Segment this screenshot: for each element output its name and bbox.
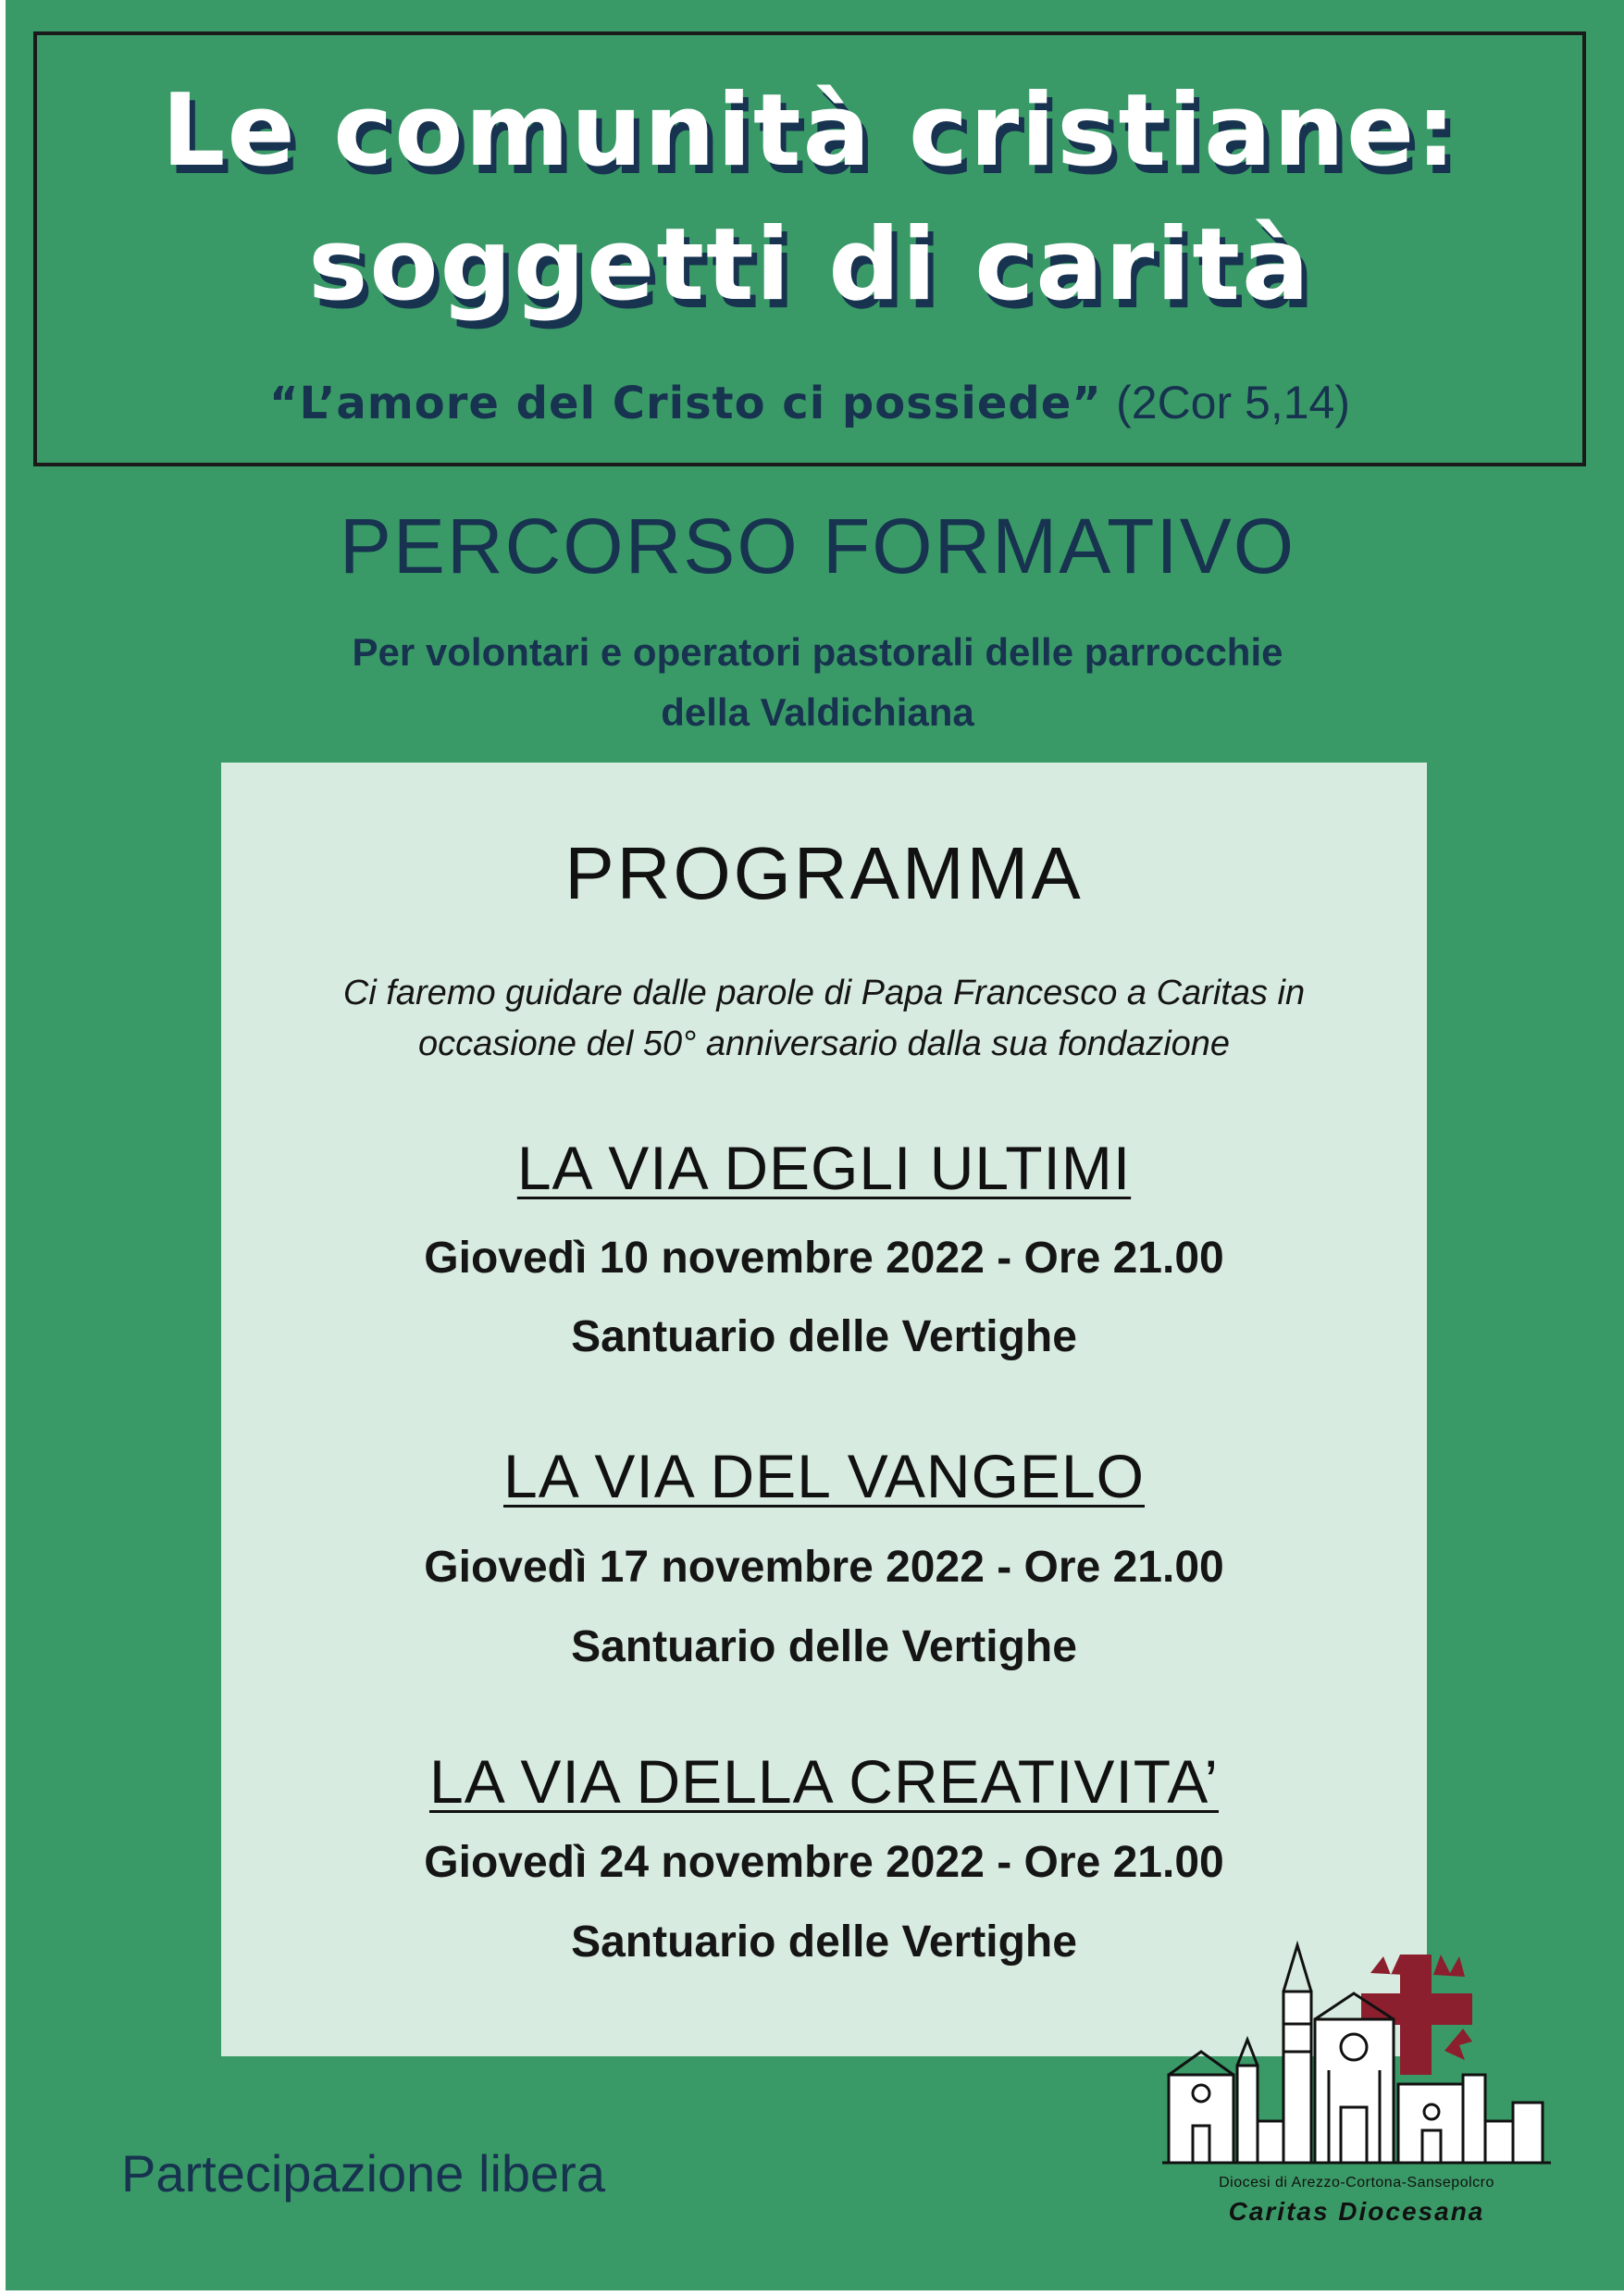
caritas-cross-churches-icon [1158, 1936, 1556, 2167]
quote-reference: (2Cor 5,14) [1116, 377, 1350, 428]
program-title: PROGRAMMA [564, 832, 1084, 914]
diocese-name: Diocesi di Arezzo-Cortona-Sansepolcro [1219, 2175, 1494, 2191]
course-subtitle: PERCORSO FORMATIVO [339, 503, 1296, 590]
audience-line-1: Per volontari e operatori pastorali delle parrocchie [352, 630, 1283, 674]
event-title: LA VIA DEGLI ULTIMI [516, 1134, 1132, 1202]
event-date: Giovedì 10 novembre 2022 - Ore 21.00 [424, 1234, 1224, 1283]
program-intro-line-1: Ci faremo guidare dalle parole di Papa Francesco a Caritas in [342, 974, 1306, 1012]
audience-line-2: della Valdichiana [661, 690, 974, 734]
event-date: Giovedì 17 novembre 2022 - Ore 21.00 [424, 1543, 1224, 1592]
event-date: Giovedì 24 novembre 2022 - Ore 21.00 [424, 1838, 1224, 1887]
caritas-name: Caritas Diocesana [1228, 2197, 1485, 2226]
program-box [221, 763, 1427, 2056]
event-title: LA VIA DEL VANGELO [503, 1442, 1145, 1510]
event-title: LA VIA DELLA CREATIVITA’ [429, 1747, 1219, 1816]
bible-quote [37, 377, 1582, 429]
quote-text: “L’amore del Cristo ci possiede” [269, 378, 1102, 429]
event-place: Santuario delle Vertighe [571, 1622, 1077, 1671]
title-line-1: Le comunità cristiane: [161, 73, 1458, 189]
participation-note: Partecipazione libera [121, 2144, 605, 2203]
caritas-logo [1158, 1936, 1556, 2241]
event-place: Santuario delle Vertighe [571, 1917, 1077, 1967]
event-place: Santuario delle Vertighe [571, 1312, 1077, 1361]
title-line-2: soggetti di carità [308, 207, 1311, 323]
program-intro-line-2: occasione del 50° anniversario dalla sua fondazione [417, 1024, 1231, 1063]
title-box [33, 31, 1586, 466]
churches-icon [1162, 1945, 1551, 2163]
